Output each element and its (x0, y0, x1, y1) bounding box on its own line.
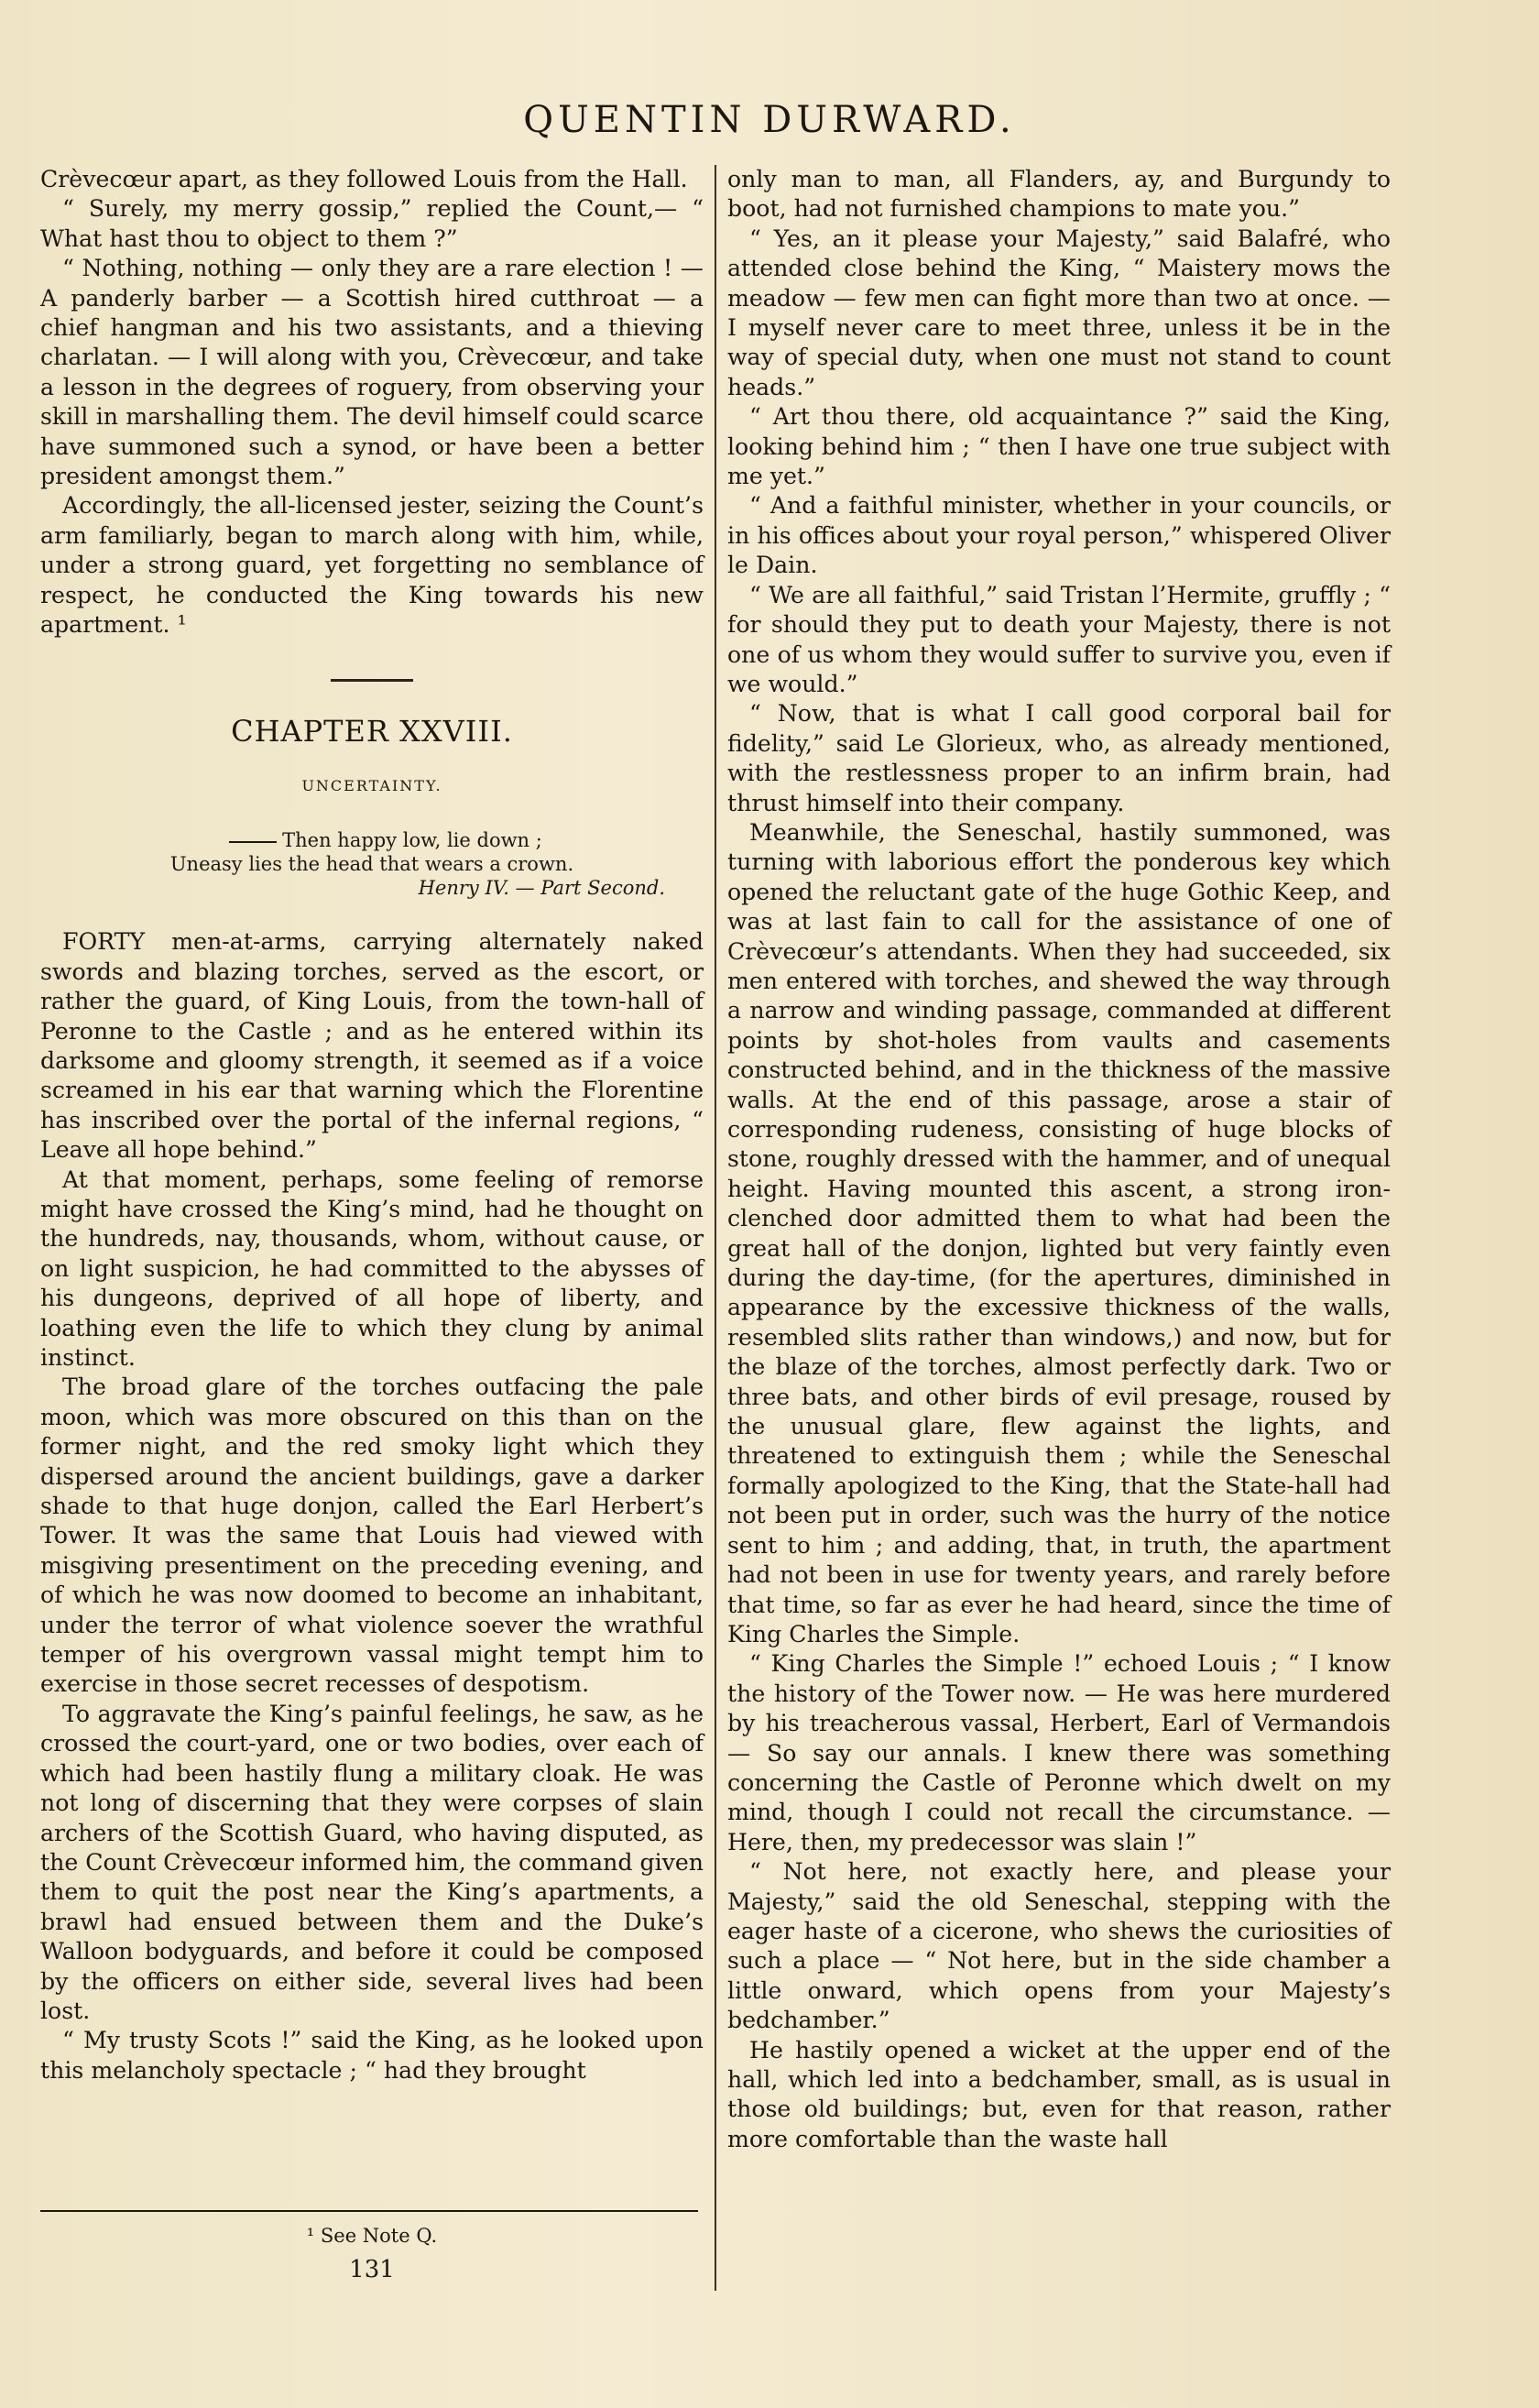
paragraph: The broad glare of the torches outfacing the pale moon, which was more obscured on this than on the former night, and the red smoky light which they dispersed around the ancient buildings, gave a darker shade to that huge donjon, called the Earl Herbert’s Tower. It was the same that Louis had viewed with misgiving presentiment on the preceding evening, and of which he was now doomed to become an inhabitant, under the terror of what violence soever the wrathful temper of his overgrown vassal might tempt him to exercise in those secret recesses of despotism. (40, 1374, 704, 1698)
left-column (40, 165, 704, 2085)
paragraph: only man to man, all Flanders, ay, and Burgundy to boot, had not furnished champions to mate you.” (727, 166, 1391, 223)
paragraph: To aggravate the King’s painful feelings, he saw, as he crossed the court-yard, one or two bodies, over each of which had been hastily flung a military cloak. He was not long of discerning that they were corpses of slain archers of the Scottish Guard, who having disputed, as the Count Crèvecœur informed him, the command given them to quit the post near the King’s apartments, a brawl had ensued between them and the Duke’s Walloon bodyguards, and before it could be composed by the officers on either side, several lives had been lost. (40, 1700, 704, 2024)
footnote: ¹ See Note Q. (306, 2225, 438, 2247)
column-rule (715, 165, 716, 2291)
paragraph: “ My trusty Scots !” said the King, as he looked upon this melancholy spectacle ; “ had they brought (40, 2027, 704, 2084)
paragraph: FORTY men-at-arms, carrying alternately naked swords and blazing torches, served as the escort, or rather the guard, of King Louis, from the town-hall of Peronne to the Castle ; and as he entered within its darksome and gloomy strength, it seemed as if a voice screamed in his ear that warning which the Florentine has inscribed over the portal of the infernal regions, “ Leave all hope behind.” (40, 928, 704, 1164)
paragraph: “ We are all faithful,” said Tristan l’Hermite, gruffly ; “ for should they put to death your Majesty, there is not one of us whom they would suffer to survive you, even if we would.” (727, 581, 1391, 697)
paragraph: Crèvecœur apart, as they followed Louis from the Hall. (40, 166, 688, 192)
paragraph: “ Yes, an it please your Majesty,” said Balafré, who attended close behind the King, “ Maistery mows the meadow — few men can fight more than two at once. — I myself never care to meet three, unless it be in the way of special duty, when one must not stand to count heads.” (727, 224, 1391, 400)
right-column (727, 165, 1391, 2154)
chapter-subtitle: UNCERTAINTY. (301, 776, 442, 794)
motto-line: Uneasy lies the head that wears a crown. (169, 853, 574, 876)
dash-rule (229, 841, 277, 843)
chapter-title: CHAPTER XXVIII. (231, 713, 513, 749)
paragraph: At that moment, perhaps, some feeling of remorse might have crossed the King’s mind, had he thought on the hundreds, nay, thousands, whom, without cause, or on light suspicion, he had committed to the abysses of his dungeons, deprived of all hope of liberty, and loathing even the life to which they clung by animal instinct. (40, 1166, 704, 1371)
paragraph: “ And a faithful minister, whether in your councils, or in his offices about your royal person,” whispered Oliver le Dain. (727, 492, 1391, 579)
paragraph: Accordingly, the all-licensed jester, seizing the Count’s arm familiarly, began to march along with him, while, under a strong guard, yet forgetting no semblance of respect, he conducted the King towards his new apartment. ¹ (40, 492, 704, 639)
section-divider (331, 679, 413, 682)
paragraph: “ Art thou there, old acquaintance ?” said the King, looking behind him ; “ then I have one true subject with me yet.” (727, 403, 1391, 490)
paragraph: “ Nothing, nothing — only they are a rare election ! — A panderly barber — a Scottish hired cutthroat — a chief hangman and his two assistants, and a thieving charlatan. — I will along with you, Crèvecœur, and take a lesson in the degrees of roguery, from observing your skill in marshalling them. The devil himself could scarce have summoned such a synod, or have been a better president amongst them.” (40, 255, 704, 490)
running-head: QUENTIN DURWARD. (523, 99, 1016, 141)
paragraph: “ Surely, my merry gossip,” replied the Count,— “ What hast thou to object to them ?” (40, 195, 704, 252)
footnote-rule (40, 2210, 698, 2212)
page-number: 131 (349, 2256, 395, 2283)
paragraph: He hastily opened a wicket at the upper end of the hall, which led into a bedchamber, small, as is usual in those old buildings; but, even for that reason, rather more comfortable than the waste hall (727, 2036, 1391, 2152)
paragraph: “ Not here, not exactly here, and please your Majesty,” said the old Seneschal, stepping with the eager haste of a cicerone, who shews the curiosities of such a place — “ Not here, but in the side chamber a little onward, which opens from your Majesty’s bedchamber.” (727, 1858, 1391, 2034)
paragraph: “ King Charles the Simple !” echoed Louis ; “ I know the history of the Tower now. — He was here murdered by his treacherous vassal, Herbert, Earl of Vermandois — So say our annals. I knew there was something concerning the Castle of Peronne which dwelt on my mind, though I could not recall the circumstance. — Here, then, my predecessor was slain !” (727, 1650, 1391, 1855)
motto-citation: Henry IV. — Part Second. (418, 877, 665, 900)
motto-line: Then happy low, lie down ; (40, 828, 704, 852)
paragraph: Meanwhile, the Seneschal, hastily summoned, was turning with laborious effort the ponderous key which opened the reluctant gate of the huge Gothic Keep, and was at last fain to call for the assistance of one of Crèvecœur’s attendants. When they had succeeded, six men entered with torches, and shewed the way through a narrow and winding passage, commanded at different points by shot-holes from vaults and casements constructed behind, and in the thickness of the massive walls. At the end of this passage, arose a stair of corresponding rudeness, consisting of huge blocks of stone, roughly dressed with the hammer, and of unequal height. Having mounted this ascent, a strong iron-clenched door admitted them to what had been the great hall of the donjon, lighted but very faintly even during the day-time, (for the apertures, diminished in appearance by the excessive thickness of the walls, resembled slits rather than windows,) and now, but for the blaze of the torches, almost perfectly dark. Two or three bats, and other birds of evil presage, roused by the unusual glare, flew against the lights, and threatened to extinguish them ; while the Seneschal formally apologized to the King, that the State-hall had not been put in order, such was the hurry of the notice sent to him ; and adding, that, in truth, the apartment had not been in use for twenty years, and rarely before that time, so far as ever he had heard, since the time of King Charles the Simple. (727, 818, 1391, 1647)
paragraph: “ Now, that is what I call good corporal bail for fidelity,” said Le Glorieux, who, as already mentioned, with the restlessness proper to an infirm brain, had thrust himself into their company. (727, 700, 1391, 816)
chapter-motto (40, 828, 704, 900)
